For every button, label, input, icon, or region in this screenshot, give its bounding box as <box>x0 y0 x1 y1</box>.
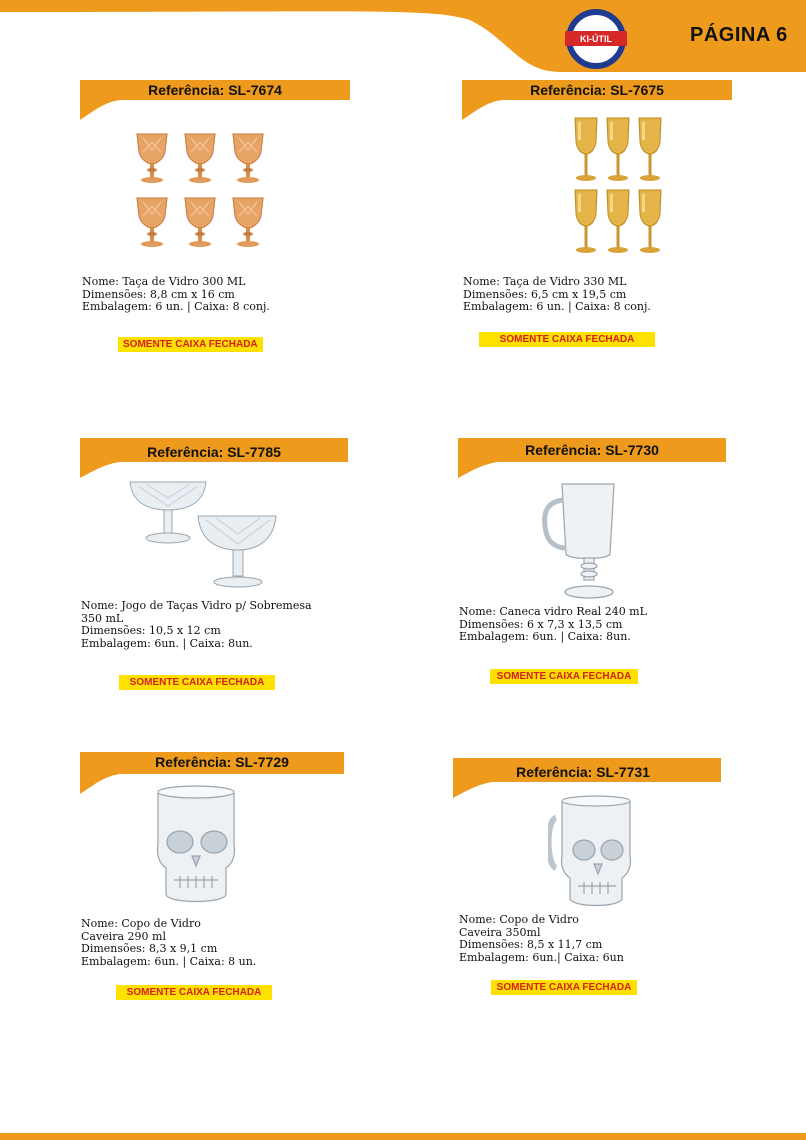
reference-label: Referência: SL-7674 <box>148 82 282 98</box>
reference-label: Referência: SL-7731 <box>516 764 650 780</box>
reference-label: Referência: SL-7729 <box>155 754 289 770</box>
closed-box-badge: SOMENTE CAIXA FECHADA <box>116 985 272 1000</box>
reference-label: Referência: SL-7785 <box>147 444 281 460</box>
product-details: Nome: Taça de Vidro 330 ML Dimensões: 6,5 cm x 19,5 cm Embalagem: 6 un. | Caixa: 8 conj. <box>463 275 651 313</box>
closed-box-badge: SOMENTE CAIXA FECHADA <box>118 337 263 352</box>
reference-banner <box>80 80 350 120</box>
reference-label: Referência: SL-7730 <box>525 442 659 458</box>
product-details: Nome: Copo de Vidro Caveira 350ml Dimensões: 8,5 x 11,7 cm Embalagem: 6un.| Caixa: 6un <box>459 913 624 964</box>
product-details: Nome: Jogo de Taças Vidro p/ Sobremesa 350 mL Dimensões: 10,5 x 12 cm Embalagem: 6un. | Caixa: 8un. <box>81 599 312 650</box>
reference-banner <box>453 758 721 798</box>
header-banner <box>0 0 806 75</box>
svg-text:KI-ÚTIL: KI-ÚTIL <box>580 34 612 44</box>
reference-banner <box>458 438 726 478</box>
product-image-irish-coffee-mug <box>540 480 630 604</box>
product-details: Nome: Caneca vidro Real 240 mL Dimensões: 6 x 7,3 x 13,5 cm Embalagem: 6un. | Caixa: 8un. <box>459 605 647 643</box>
closed-box-badge: SOMENTE CAIXA FECHADA <box>479 332 655 347</box>
closed-box-badge: SOMENTE CAIXA FECHADA <box>491 980 637 995</box>
footer-bar <box>0 1133 806 1140</box>
ki-util-logo <box>565 8 627 70</box>
product-image-skull-mug <box>548 794 638 912</box>
reference-banner <box>80 438 348 478</box>
product-image-skull-shot-glass <box>148 784 244 910</box>
page-number: PÁGINA 6 <box>690 24 788 46</box>
product-image-amber-wine-glasses <box>570 114 666 256</box>
product-image-amber-goblets <box>132 126 272 254</box>
product-details: Nome: Taça de Vidro 300 ML Dimensões: 8,8 cm x 16 cm Embalagem: 6 un. | Caixa: 8 conj. <box>82 275 270 313</box>
product-image-dessert-bowls <box>126 478 278 590</box>
reference-label: Referência: SL-7675 <box>530 82 664 98</box>
closed-box-badge: SOMENTE CAIXA FECHADA <box>490 669 638 684</box>
closed-box-badge: SOMENTE CAIXA FECHADA <box>119 675 275 690</box>
product-details: Nome: Copo de Vidro Caveira 290 ml Dimensões: 8,3 x 9,1 cm Embalagem: 6un. | Caixa: 8 un. <box>81 917 257 968</box>
